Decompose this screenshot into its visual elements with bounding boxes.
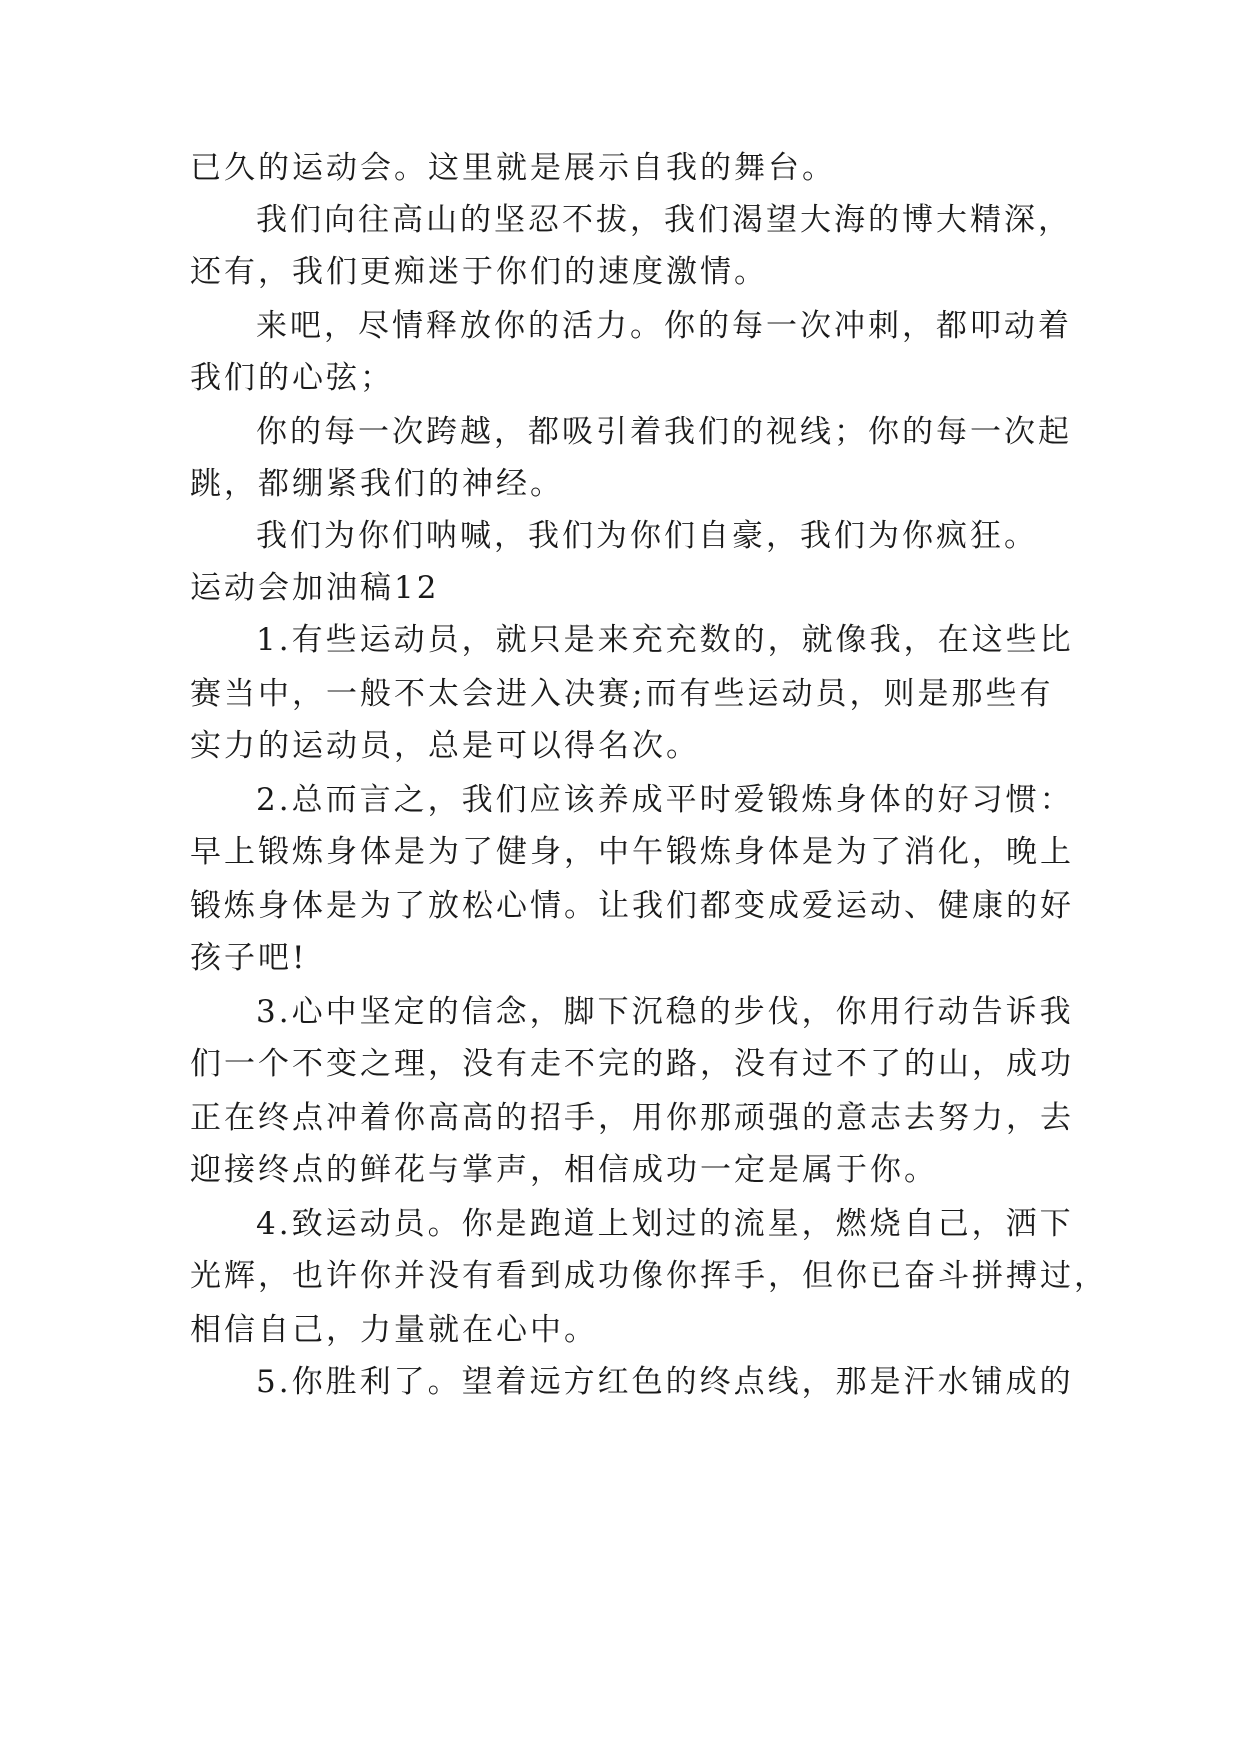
text-line: 1.有些运动员，就只是来充充数的，就像我，在这些比 xyxy=(256,622,1074,658)
text-line: 孩子吧! xyxy=(190,940,308,976)
text-line: 5.你胜利了。望着远方红色的终点线，那是汗水铺成的 xyxy=(256,1364,1074,1400)
text-line: 我们的心弦； xyxy=(190,360,394,396)
text-line: 光辉，也许你并没有看到成功像你挥手，但你已奋斗拼搏过， xyxy=(190,1258,1108,1294)
text-line: 正在终点冲着你高高的招手，用你那顽强的意志去努力，去 xyxy=(190,1100,1074,1136)
section-heading: 运动会加油稿12 xyxy=(190,570,440,606)
text-line: 赛当中，一般不太会进入决赛;而有些运动员，则是那些有 xyxy=(190,676,1054,712)
text-line: 我们为你们呐喊，我们为你们自豪，我们为你疯狂。 xyxy=(256,518,1038,554)
text-line: 迎接终点的鲜花与掌声，相信成功一定是属于你。 xyxy=(190,1152,938,1188)
text-line: 相信自己，力量就在心中。 xyxy=(190,1312,598,1348)
text-line: 4.致运动员。你是跑道上划过的流星，燃烧自己，洒下 xyxy=(256,1206,1074,1242)
text-line: 3.心中坚定的信念，脚下沉稳的步伐，你用行动告诉我 xyxy=(256,994,1074,1030)
text-line: 我们向往高山的坚忍不拔，我们渴望大海的博大精深， xyxy=(256,202,1072,238)
text-line: 已久的运动会。这里就是展示自我的舞台。 xyxy=(190,150,836,186)
text-line: 实力的运动员，总是可以得名次。 xyxy=(190,728,700,764)
text-line: 2.总而言之，我们应该养成平时爱锻炼身体的好习惯： xyxy=(256,782,1074,818)
text-line: 们一个不变之理，没有走不完的路，没有过不了的山，成功 xyxy=(190,1046,1074,1082)
text-line: 锻炼身体是为了放松心情。让我们都变成爱运动、健康的好 xyxy=(190,888,1074,924)
text-line: 来吧，尽情释放你的活力。你的每一次冲刺，都叩动着 xyxy=(256,308,1072,344)
text-line: 还有，我们更痴迷于你们的速度激情。 xyxy=(190,254,768,290)
text-line: 你的每一次跨越，都吸引着我们的视线；你的每一次起 xyxy=(256,414,1072,450)
text-line: 早上锻炼身体是为了健身，中午锻炼身体是为了消化，晚上 xyxy=(190,834,1074,870)
text-line: 跳，都绷紧我们的神经。 xyxy=(190,466,564,502)
